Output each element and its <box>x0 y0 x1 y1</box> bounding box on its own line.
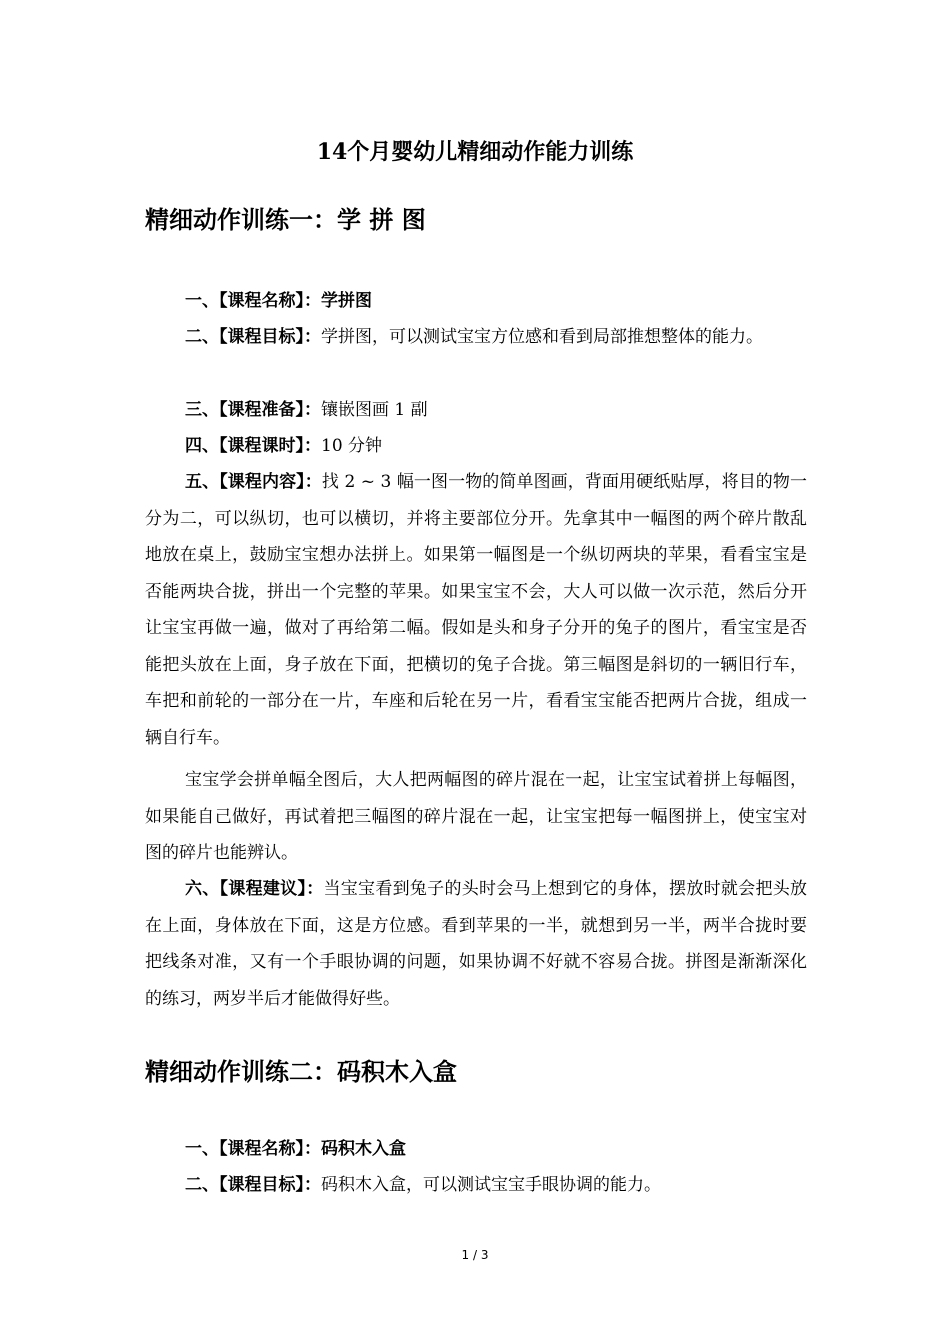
section-1-course-preparation <box>145 392 807 429</box>
section-1-heading-prefix: 精细动作训练一： <box>145 205 337 234</box>
course-name-label: 一、【课程名称】： <box>185 291 321 311</box>
section-2-heading-prefix: 精细动作训练二： <box>145 1057 337 1086</box>
course-duration-text: 10 分钟 <box>321 436 383 456</box>
section-1-course-content <box>145 464 807 756</box>
document-title: 14个月婴幼儿精细动作能力训练 <box>316 139 634 165</box>
course-preparation-text: 镶嵌图画 1 副 <box>321 400 428 420</box>
section-2-heading-name: 码积木入盒 <box>337 1057 457 1086</box>
section-2-course-name <box>145 1131 807 1168</box>
section-1-course-goal <box>145 319 807 356</box>
course-duration-label: 四、【课程课时】： <box>185 436 321 456</box>
course-goal-label: 二、【课程目标】： <box>185 327 321 347</box>
course-goal-text: 学拼图，可以测试宝宝方位感和看到局部推想整体的能力。 <box>321 327 763 347</box>
course-goal-label-2: 二、【课程目标】： <box>185 1175 321 1195</box>
section-1-course-duration <box>145 428 807 465</box>
section-1-course-name <box>145 283 807 320</box>
section-1-content-continued <box>145 762 807 872</box>
page-number: 1 / 3 <box>461 1248 489 1262</box>
course-name-label-2: 一、【课程名称】： <box>185 1139 321 1159</box>
course-advice-label: 六、【课程建议】： <box>185 879 324 899</box>
course-goal-text-2: 码积木入盒，可以测试宝宝手眼协调的能力。 <box>321 1175 661 1195</box>
course-advice-text: 当宝宝看到兔子的头时会马上想到它的身体，摆放时就会把头放在上面，身体放在下面，这是方位感。看到苹果的一半，就想到另一半，两半合拢时要把线条对准，又有一个手眼协调的问题，如果协调不好就不容易合拢。拼图是渐渐深化的练习，两岁半后才能做得好些。 <box>145 879 807 1009</box>
course-name-value: 学拼图 <box>321 291 372 311</box>
section-2-heading <box>145 1055 457 1089</box>
section-1-course-advice <box>145 871 807 1017</box>
course-content-continued-text: 宝宝学会拼单幅全图后，大人把两幅图的碎片混在一起，让宝宝试着拼上每幅图，如果能自己做好，再试着把三幅图的碎片混在一起，让宝宝把每一幅图拼上，使宝宝对图的碎片也能辨认。 <box>145 770 807 863</box>
course-name-value-2: 码积木入盒 <box>321 1139 406 1159</box>
course-content-text: 找 2 ~ 3 幅一图一物的简单图画，背面用硬纸贴厚，将目的物一分为二，可以纵切，也可以横切，并将主要部位分开。先拿其中一幅图的两个碎片散乱地放在桌上，鼓励宝宝想办法拼上。如果第一幅图是一个纵切两块的苹果，看看宝宝是否能两块合拢，拼出一个完整的苹果。如果宝宝不会，大人可以做一次示范，然后分开让宝宝再做一遍，做对了再给第二幅。假如是头和身子分开的兔子的图片，看宝宝是否能把头放在上面，身子放在下面，把横切的兔子合拢。第三幅图是斜切的一辆旧行车，车把和前轮的一部分在一片，车座和后轮在另一片，看看宝宝能否把两片合拢，组成一辆自行车。 <box>145 472 807 748</box>
section-1-heading <box>145 203 426 237</box>
course-preparation-label: 三、【课程准备】： <box>185 400 321 420</box>
section-1-heading-name: 学 拼 图 <box>337 205 426 234</box>
course-content-label: 五、【课程内容】： <box>185 472 322 492</box>
section-2-course-goal <box>145 1167 807 1204</box>
